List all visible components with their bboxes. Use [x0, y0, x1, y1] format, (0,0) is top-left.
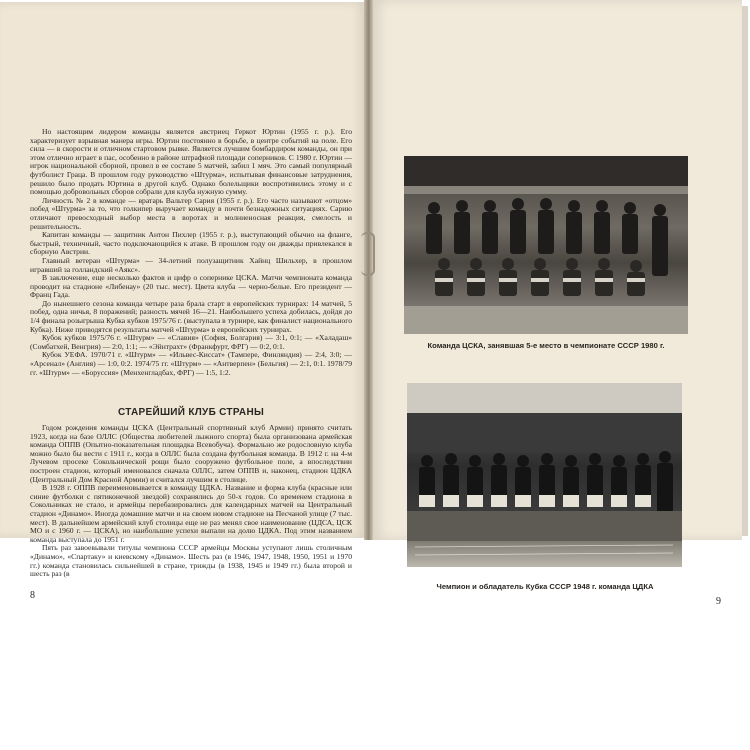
- team-photo-cska-1980: [404, 156, 688, 334]
- paragraph: Кубок кубков 1975/76 г. «Штурм» — «Славия» (София, Болгария) — 3:1, 0:1; — «Халадаш» (Сомбатхей, Венгрия) — 2:0, 1:1; — «Эйнтрахт» (Франкфурт, ФРГ) — 0:2, 0:1.: [30, 333, 352, 351]
- paragraph: Но настоящим лидером команды является австриец Геркот Юртин (1955 г. р.). Его характеризует взрывная манера игры. Юртин постоянно в борьбе, в центре событий на поле. Его сила — в скорости и отличном стартовом рывке. Является лучшим бомбардиром команды, он при этом отлично играет в пас, особенно в районе штрафной площади соперников. С 1980 г. Юртин — игрок национальной сборной, провел в ее составе 5 матчей, забил 1 мяч. Это самый популярный футболист Граца. В прошлом году руководство «Штурма», испытывая финансовые затруднения, решило было продать Юртина в другой клуб. Однако болельщики воспротивились этому и с помощью добровольных сборов собрали для клуба нужную сумму.: [30, 127, 352, 197]
- photo-caption-1: Команда ЦСКА, занявшая 5-е место в чемпионате СССР 1980 г.: [427, 341, 665, 350]
- paragraph: Пять раз завоевывали титулы чемпиона СССР армейцы Москвы уступают лишь столичным «Динамо», «Спартаку» и киевскому «Динамо». Шесть раз (в 1946, 1947, 1948, 1950, 1951 и 1970 гг.) команда становилась сильнейшей в стране, трижды (в 1938, 1945 и 1949 гг.) была второй и шесть раз (в: [30, 543, 352, 579]
- paragraph: Годом рождения команды ЦСКА (Центральный спортивный клуб Армии) принято считать 1923, когда на базе ОЛЛС (Общества любителей лыжного спорта) была организована армейская команда ОППВ (Опытно-показательная площадка Всевобуча). Формально же родословную клуба можно было бы вести с 1911 г., когда в ОЛЛС была создана футбольная команда. В 1912 г. на 4-м Лучевом просеке Сокольнической рощи было сооружено футбольное поле, а впоследствии построен стадион, который именовался сначала ОЛЛС, затем ОППВ и, наконец, стадион ЦДКА (Центральный Дом Красной Армии) и считался лучшим в столице.: [30, 423, 352, 484]
- team-photo-graphic: [407, 383, 682, 567]
- page-edge: [742, 6, 748, 536]
- paragraph: Капитан команды — защитник Антон Пихлер (1955 г. р.), выступающий обычно на фланге, быстрый, техничный, часто подключающийся к атаке. В прошлом году он дважды привлекался в сборную Австрии.: [30, 230, 352, 257]
- left-text-column-top: [30, 128, 352, 377]
- paragraph: Личность № 2 в команде — вратарь Вальтер Сария (1955 г. р.). Его часто называют «отцом» побед «Штурма» за то, что голкипер выручает команду в почти безнадежных ситуациях. Сарию отличают превосходный выбор места в воротах и молниеносная реакция, смелость и решительность.: [30, 195, 352, 231]
- page-number-right: 9: [716, 596, 721, 607]
- paragraph: В 1928 г. ОППВ переименовывается в команду ЦДКА. Название и форма клуба (красные или синие футболки с пятиконечной звездой) сохранялись до 50-х годов. Со временем стадиона в Сокольниках не стало, и армейцы перебазировались для календарных матчей на Центральный стадион «Динамо». Иногда домашние матчи и на своем новом стадионе на Песчаной улице (7 тыс. мест). В дальнейшем армейский клуб столицы еще не раз менял свое наименование (ЦДСА, ЦСК МО и с 1960 г. — ЦСКА), но наибольшие успехи выпали на долю ЦДКА. Под этим названием команда выступала до 1951 г.: [30, 483, 352, 544]
- photo-caption-2: Чемпион и обладатель Кубка СССР 1948 г. команда ЦДКА: [436, 582, 654, 591]
- section-heading: СТАРЕЙШИЙ КЛУБ СТРАНЫ: [117, 407, 265, 418]
- paragraph: Главный ветеран «Штурма» — 34-летний полузащитник Хайнц Шильхер, в прошлом игравший за голландский «Аякс».: [30, 255, 352, 274]
- left-text-column-bottom: [30, 424, 352, 579]
- paragraph: В заключение, еще несколько фактов и цифр о сопернике ЦСКА. Матчи чемпионата команда проводит на стадионе «Либенау» (20 тыс. мест). Цвета клуба — черно-белые. Его президент — Франц Гада.: [30, 273, 352, 300]
- paragraph: До нынешнего сезона команда четыре раза брала старт в европейских турнирах: 14 матчей, 5 побед, одна ничья, 8 поражений; разность мячей 16—21. Наибольшего успеха добилась, дойдя до 1/4 финала розыгрыша Кубка кубков 1975/76 г. (выступала в турнире, как финалист национального Кубка). Ниже приводятся результаты матчей «Штурма» в европейских турнирах.: [30, 298, 352, 334]
- team-photo-graphic: [404, 156, 688, 334]
- team-photo-cdka-1948: [407, 383, 682, 567]
- paragraph: Кубок УЕФА. 1970/71 г. «Штурм» — «Ильвес-Киссат» (Тампере, Финляндия) — 2:4, 3:0; — «Арсенал» (Англия) — 1:0, 0:2. 1974/75 гг. «Штурм» — «Антверпен» (Бельгия) — 2:1, 0:1. 1978/79 гг. «Штурм» — «Боруссия» (Менхенгладбах, ФРГ) — 1:5, 1:2.: [30, 350, 352, 377]
- staple-icon: [361, 232, 375, 276]
- page-number-left: 8: [30, 590, 35, 601]
